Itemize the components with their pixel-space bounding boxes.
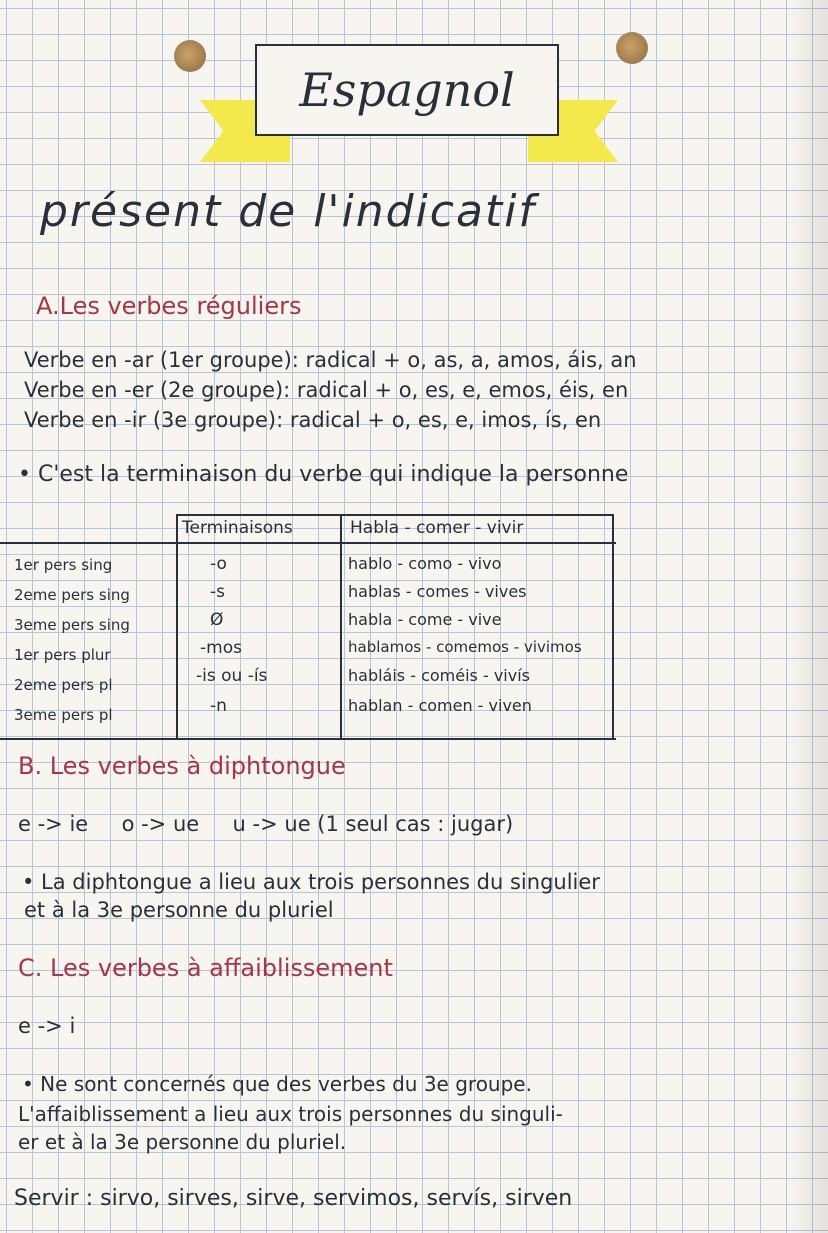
table-row-forms: hablas - comes - vives <box>348 582 527 601</box>
section-c-note-1: • Ne sont concernés que des verbes du 3e groupe. <box>22 1072 532 1096</box>
rule-ir: Verbe en -ir (3e groupe): radical + o, es, e, imos, ís, en <box>24 408 602 432</box>
section-c-note-3: er et à la 3e personne du pluriel. <box>18 1130 347 1154</box>
rule-er: Verbe en -er (2e groupe): radical + o, es, e, emos, éis, en <box>24 378 629 402</box>
table-row-person: 2eme pers pl <box>14 676 113 694</box>
section-a-note: • C'est la terminaison du verbe qui indique la personne <box>18 462 629 487</box>
table-row-person: 3eme pers pl <box>14 706 113 724</box>
table-row-forms: hablamos - comemos - vivimos <box>348 638 582 656</box>
table-row-forms: habláis - coméis - vivís <box>348 666 530 685</box>
section-c-note-2: L'affaiblissement a lieu aux trois personnes du singuli- <box>18 1102 563 1126</box>
section-c-example: Servir : sirvo, sirves, sirve, servimos, servís, sirven <box>14 1186 573 1211</box>
table-row-person: 2eme pers sing <box>14 586 130 604</box>
table-row-ending: -is ou -ís <box>196 666 268 686</box>
table-row-person: 1er pers sing <box>14 556 113 574</box>
binder-hole-right <box>616 32 648 64</box>
rule-ar: Verbe en -ar (1er groupe): radical + o, as, a, amos, áis, an <box>24 348 637 372</box>
section-b-heading: B. Les verbes à diphtongue <box>18 752 346 780</box>
table-row-forms: hablan - comen - viven <box>348 696 532 715</box>
conjugation-table <box>0 512 616 742</box>
table-row-person: 1er pers plur <box>14 646 111 664</box>
table-row-forms: hablo - como - vivo <box>348 554 502 573</box>
table-row-person: 3eme pers sing <box>14 616 130 634</box>
table-header-verbs: Habla - comer - vivir <box>350 518 524 538</box>
table-row-ending: -mos <box>200 638 242 658</box>
binder-hole-left <box>174 40 206 72</box>
section-c-rule: e -> i <box>18 1014 76 1038</box>
section-b-note-1: • La diphtongue a lieu aux trois personnes du singulier <box>22 870 600 894</box>
table-row-forms: habla - come - vive <box>348 610 502 629</box>
section-b-note-2: et à la 3e personne du pluriel <box>24 898 334 922</box>
table-header-endings: Terminaisons <box>182 518 293 538</box>
page-title: Espagnol <box>299 63 515 117</box>
table-row-ending: -o <box>210 554 227 574</box>
table-row-ending: -s <box>210 582 225 602</box>
page-shadow <box>788 0 828 1233</box>
table-row-ending: Ø <box>210 610 224 630</box>
section-c-heading: C. Les verbes à affaiblissement <box>18 954 393 982</box>
section-a-heading: A.Les verbes réguliers <box>36 292 302 320</box>
section-b-rules: e -> ie o -> ue u -> ue (1 seul cas : jugar) <box>18 812 514 836</box>
table-row-ending: -n <box>210 696 227 716</box>
subtitle: présent de l'indicatif <box>40 186 536 237</box>
